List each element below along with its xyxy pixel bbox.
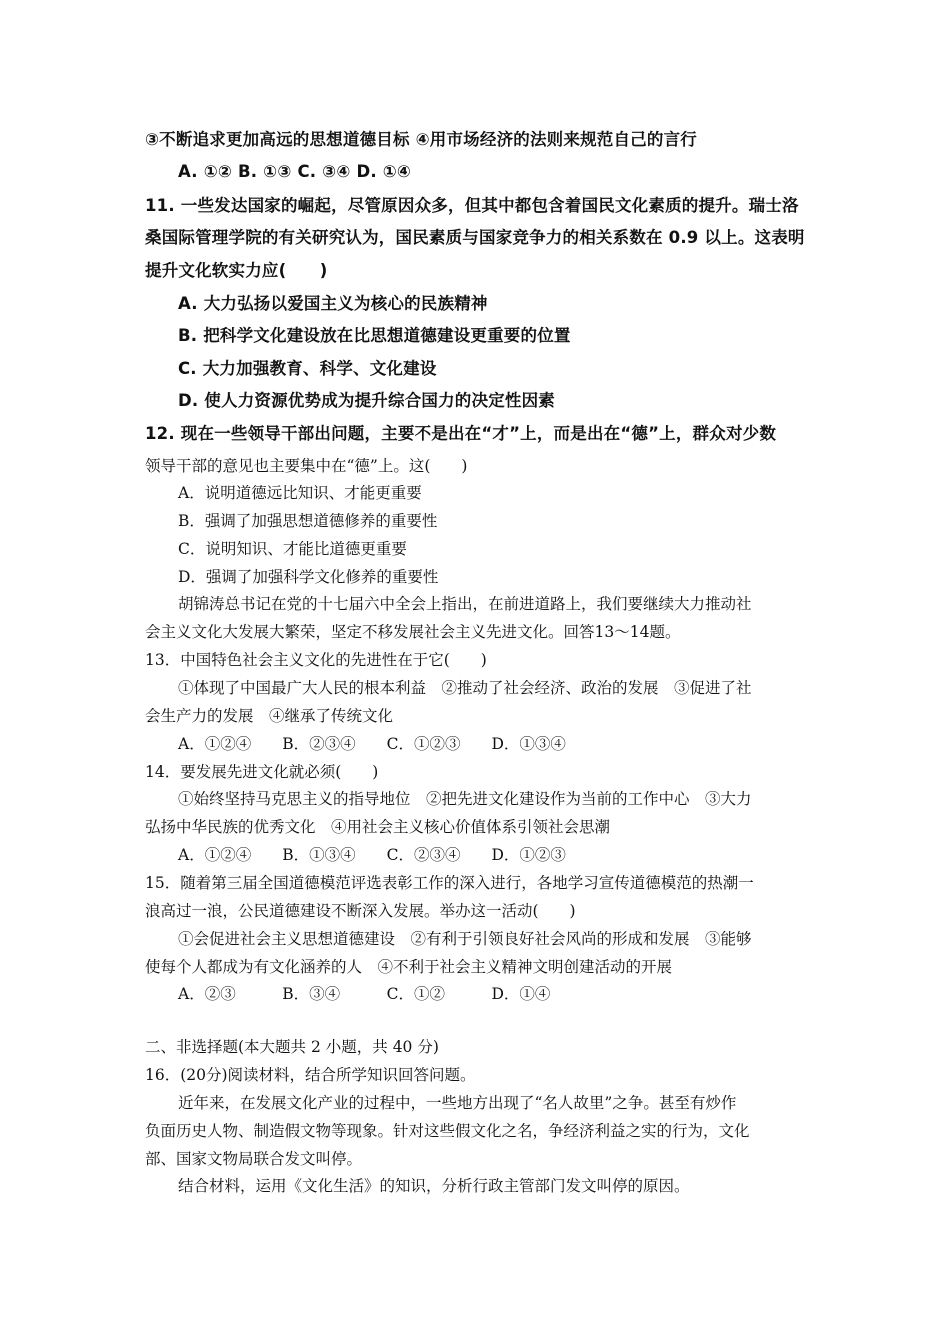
q15-stem-line-2: 浪高过一浪，公民道德建设不断深入发展。举办这一活动( ) (145, 902, 576, 920)
q12-option-c: C．说明知识、才能比道德更重要 (178, 540, 407, 558)
q10-item-line: ③不断追求更加高远的思想道德目标 ④用市场经济的法则来规范自己的言行 (145, 130, 697, 149)
q15-items-line-1: ①会促进社会主义思想道德建设 ②有利于引领良好社会风尚的形成和发展 ③能够 (178, 930, 752, 948)
q11-option-c: C. 大力加强教育、科学、文化建设 (178, 359, 437, 378)
material-line-1: 胡锦涛总书记在党的十七届六中全会上指出，在前进道路上，我们要继续大力推动社 (178, 595, 752, 613)
q16-question: 结合材料，运用《文化生活》的知识，分析行政主管部门发文叫停的原因。 (178, 1177, 690, 1195)
material-line-2: 会主义文化大发展大繁荣，坚定不移发展社会主义先进文化。回答13～14题。 (145, 623, 681, 641)
q16-material-line-1: 近年来，在发展文化产业的过程中，一些地方出现了“名人故里”之争。甚至有炒作 (178, 1094, 737, 1112)
q12-stem-line-1: 12. 现在一些领导干部出问题，主要不是出在“才”上，而是出在“德”上，群众对少数 (145, 424, 777, 443)
q14-stem: 14．要发展先进文化就必须( ) (145, 763, 379, 781)
q13-stem: 13．中国特色社会主义文化的先进性在于它( ) (145, 651, 487, 669)
q14-options: A．①②④ B．①③④ C．②③④ D．①②③ (178, 846, 566, 864)
q11-option-b: B. 把科学文化建设放在比思想道德建设更重要的位置 (178, 326, 571, 345)
q13-items-line-2: 会生产力的发展 ④继承了传统文化 (145, 707, 394, 725)
q11-stem-line-3: 提升文化软实力应( ) (145, 261, 328, 280)
q11-option-d: D. 使人力资源优势成为提升综合国力的决定性因素 (178, 391, 556, 410)
q12-option-b: B．强调了加强思想道德修养的重要性 (178, 512, 438, 530)
q11-option-a: A. 大力弘扬以爱国主义为核心的民族精神 (178, 294, 488, 313)
q15-options: A．②③ B．③④ C．①② D．①④ (178, 985, 551, 1003)
q12-stem-line-2: 领导干部的意见也主要集中在“德”上。这( ) (145, 457, 468, 475)
q16-material-line-2: 负面历史人物、制造假文物等现象。针对这些假文化之名，争经济利益之实的行为，文化 (145, 1122, 750, 1140)
q11-stem-line-2: 桑国际管理学院的有关研究认为，国民素质与国家竞争力的相关系数在 0.9 以上。这表明 (145, 228, 805, 247)
section-2-heading: 二、非选择题(本大题共 2 小题，共 40 分) (145, 1038, 439, 1056)
q14-items-line-1: ①始终坚持马克思主义的指导地位 ②把先进文化建设作为当前的工作中心 ③大力 (178, 790, 752, 808)
q13-items-line-1: ①体现了中国最广大人民的根本利益 ②推动了社会经济、政治的发展 ③促进了社 (178, 679, 752, 697)
q16-stem: 16．(20分)阅读材料，结合所学知识回答问题。 (145, 1066, 476, 1084)
q11-stem-line-1: 11. 一些发达国家的崛起，尽管原因众多，但其中都包含着国民文化素质的提升。瑞士洛 (145, 196, 799, 215)
q15-items-line-2: 使每个人都成为有文化涵养的人 ④不利于社会主义精神文明创建活动的开展 (145, 958, 673, 976)
q12-option-d: D．强调了加强科学文化修养的重要性 (178, 568, 439, 586)
q14-items-line-2: 弘扬中华民族的优秀文化 ④用社会主义核心价值体系引领社会思潮 (145, 818, 611, 836)
q16-material-line-3: 部、国家文物局联合发文叫停。 (145, 1150, 363, 1168)
q13-options: A．①②④ B．②③④ C．①②③ D．①③④ (178, 735, 566, 753)
q15-stem-line-1: 15．随着第三届全国道德模范评选表彰工作的深入进行，各地学习宣传道德模范的热潮一 (145, 874, 754, 892)
q12-option-a: A．说明道德远比知识、才能更重要 (178, 484, 422, 502)
q10-options: A. ①② B. ①③ C. ③④ D. ①④ (178, 162, 412, 181)
